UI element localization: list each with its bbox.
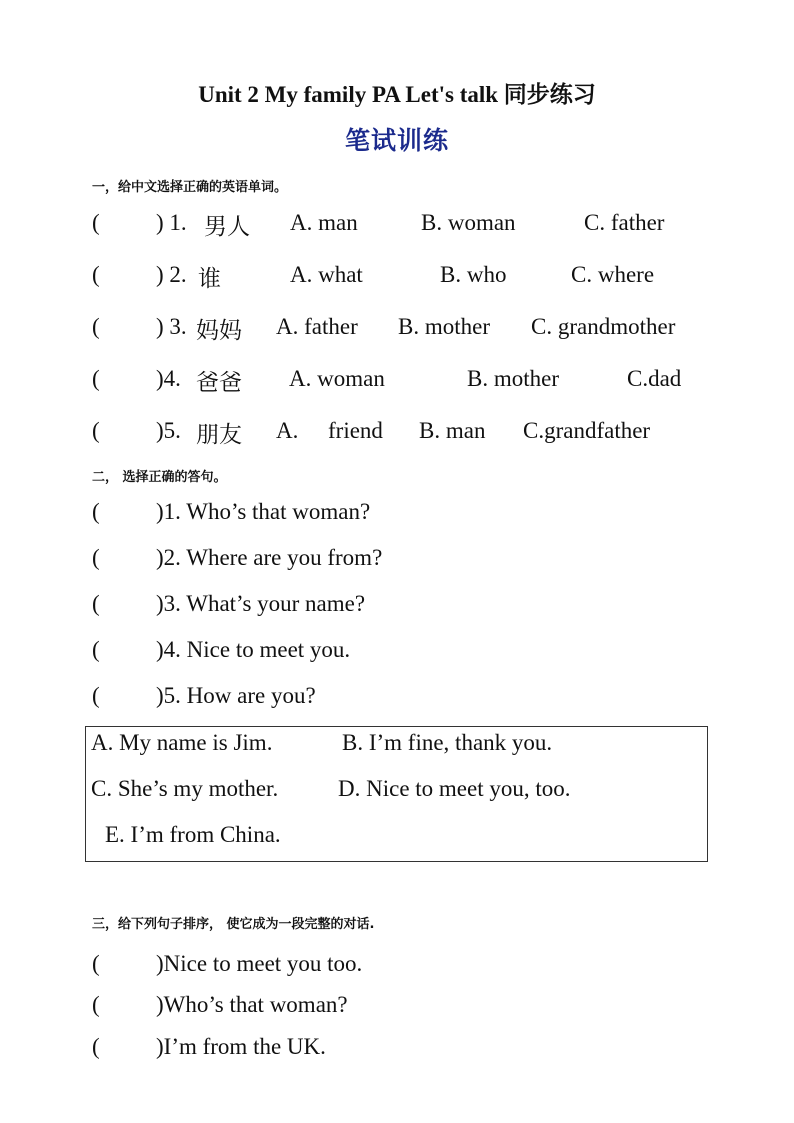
option-d: D. Nice to meet you, too. <box>338 776 571 801</box>
chinese-word: 男人 <box>204 214 250 239</box>
page-subtitle: 笔试训练 <box>344 126 449 155</box>
section2-heading: 二， 选择正确的答句。 <box>92 470 227 485</box>
answer-blank[interactable]: ( <box>92 418 100 443</box>
option-b: B. I’m fine, thank you. <box>342 730 553 755</box>
sentence-text: )Who’s that woman? <box>156 992 348 1017</box>
answer-blank[interactable]: ( <box>92 262 100 287</box>
answer-blank[interactable]: ( <box>92 1034 100 1059</box>
question-number: ) 3. <box>156 314 187 339</box>
sentence-text: )I’m from the UK. <box>156 1034 326 1059</box>
chinese-word: 爸爸 <box>196 370 242 395</box>
option-c: C. She’s my mother. <box>91 776 279 801</box>
answer-blank[interactable]: ( <box>92 637 100 662</box>
option-c: C.grandfather <box>523 418 651 443</box>
answer-blank[interactable]: ( <box>92 210 100 235</box>
option-b: B. woman <box>421 210 516 235</box>
option-c: C. grandmother <box>531 314 676 339</box>
answer-options-box <box>85 726 708 862</box>
answer-blank[interactable]: ( <box>92 545 100 570</box>
answer-blank[interactable]: ( <box>92 591 100 616</box>
option-e: E. I’m from China. <box>105 822 281 847</box>
question-number: )4. <box>156 366 181 391</box>
question-text: )4. Nice to meet you. <box>156 637 351 662</box>
chinese-word: 妈妈 <box>196 318 242 343</box>
option-c: C. father <box>584 210 665 235</box>
page-title: Unit 2 My family PA Let's talk 同步练习 <box>198 82 596 107</box>
option-a: A. what <box>290 262 363 287</box>
question-number: ) 2. <box>156 262 187 287</box>
question-number: )5. <box>156 418 181 443</box>
option-a-text: friend <box>328 418 383 443</box>
answer-blank[interactable]: ( <box>92 683 100 708</box>
option-a: A. woman <box>289 366 385 391</box>
option-b: B. who <box>440 262 507 287</box>
chinese-word: 谁 <box>198 266 221 291</box>
section1-heading: 一，给中文选择正确的英语单词。 <box>92 180 288 195</box>
answer-blank[interactable]: ( <box>92 992 100 1017</box>
sentence-text: )Nice to meet you too. <box>156 951 363 976</box>
question-text: )5. How are you? <box>156 683 316 708</box>
answer-blank[interactable]: ( <box>92 951 100 976</box>
answer-blank[interactable]: ( <box>92 499 100 524</box>
option-a: A. father <box>276 314 358 339</box>
question-text: )3. What’s your name? <box>156 591 366 616</box>
option-a: A. <box>276 418 299 443</box>
question-text: )2. Where are you from? <box>156 545 383 570</box>
option-a: A. man <box>290 210 358 235</box>
question-text: )1. Who’s that woman? <box>156 499 371 524</box>
option-b: B. man <box>419 418 486 443</box>
option-a: A. My name is Jim. <box>91 730 273 755</box>
option-b: B. mother <box>467 366 559 391</box>
answer-blank[interactable]: ( <box>92 314 100 339</box>
option-c: C.dad <box>627 366 682 391</box>
section3-heading: 三，给下列句子排序， 使它成为一段完整的对话. <box>92 917 375 932</box>
answer-blank[interactable]: ( <box>92 366 100 391</box>
chinese-word: 朋友 <box>196 422 242 447</box>
option-b: B. mother <box>398 314 490 339</box>
option-c: C. where <box>571 262 655 287</box>
question-number: ) 1. <box>156 210 187 235</box>
